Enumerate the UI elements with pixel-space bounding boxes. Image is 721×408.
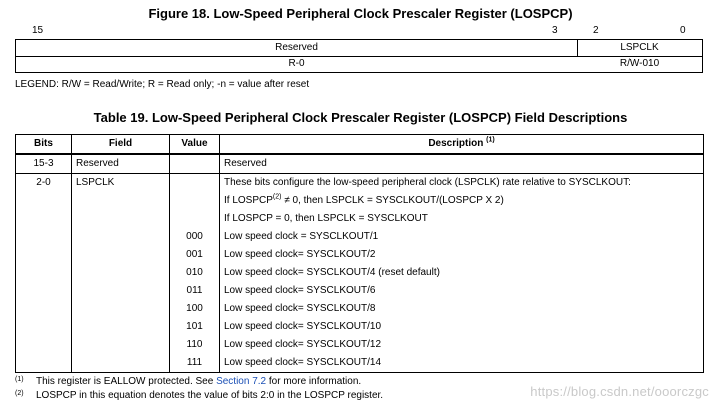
- cell-value: 011: [170, 282, 220, 300]
- cell-description: [220, 192, 704, 210]
- table-row: [16, 174, 704, 193]
- table-title: Table 19. Low-Speed Peripheral Clock Prescaler Register (LOSPCP) Field Descriptions: [93, 110, 628, 125]
- cell-value: [170, 210, 220, 228]
- cell-value: 111: [170, 354, 220, 373]
- bit-label-3: 3: [552, 25, 558, 36]
- header-field: Field: [72, 135, 170, 155]
- cell-field: [72, 336, 170, 354]
- cell-bits: [16, 228, 72, 246]
- register-field-lspclk: LSPCLK: [620, 42, 659, 53]
- cell-value: [170, 174, 220, 193]
- bit-label-0: 0: [680, 25, 686, 36]
- header-bits: Bits: [16, 135, 72, 155]
- cell-value: 110: [170, 336, 220, 354]
- cell-description: If LOSPCP = 0, then LSPCLK = SYSCLKOUT: [220, 210, 704, 228]
- footnote-1-mark: (1): [15, 376, 24, 383]
- cell-description: Low speed clock= SYSCLKOUT/10: [220, 318, 704, 336]
- header-footnote-ref: (1): [486, 136, 495, 144]
- register-access-reserved: R-0: [288, 58, 305, 69]
- table-row: [16, 282, 704, 300]
- figure-title: Figure 18. Low-Speed Peripheral Clock Prescaler Register (LOSPCP): [148, 6, 573, 21]
- cell-description: Low speed clock= SYSCLKOUT/2: [220, 246, 704, 264]
- table-row: [16, 210, 704, 228]
- cell-field: [72, 192, 170, 210]
- cell-bits: [16, 300, 72, 318]
- footnote-2-text: LOSPCP in this equation denotes the value of bits 2:0 in the LOSPCP register.: [36, 390, 384, 401]
- register-diagram: [15, 39, 703, 73]
- bit-label-15: 15: [32, 25, 44, 36]
- table-row: [16, 246, 704, 264]
- cell-description: Low speed clock= SYSCLKOUT/8: [220, 300, 704, 318]
- cell-bits: [16, 246, 72, 264]
- cell-description: Reserved: [220, 154, 704, 174]
- cell-field: [72, 318, 170, 336]
- footnote-2: [15, 388, 383, 402]
- cell-value: 100: [170, 300, 220, 318]
- header-value: Value: [170, 135, 220, 155]
- cell-value: [170, 192, 220, 210]
- register-legend: LEGEND: R/W = Read/Write; R = Read only; -n = value after reset: [15, 79, 310, 90]
- cell-bits: [16, 264, 72, 282]
- cell-description: Low speed clock= SYSCLKOUT/6: [220, 282, 704, 300]
- cell-bits: [16, 318, 72, 336]
- cell-value: 101: [170, 318, 220, 336]
- cell-field: [72, 354, 170, 373]
- table-row: [16, 264, 704, 282]
- cell-bits: [16, 282, 72, 300]
- cell-field: [72, 300, 170, 318]
- cell-value: [170, 154, 220, 174]
- cell-field: [72, 210, 170, 228]
- section-link[interactable]: Section 7.2: [216, 376, 267, 387]
- cell-bits: [16, 192, 72, 210]
- cell-field: [72, 246, 170, 264]
- field-descriptions-table: [15, 134, 704, 373]
- register-row-divider: [16, 56, 702, 57]
- formula-text-a: If LOSPCP: [224, 195, 273, 206]
- footnote-1-text-a: This register is EALLOW protected. See: [36, 376, 217, 387]
- watermark: https://blog.csdn.net/ooorczgc: [530, 384, 709, 399]
- cell-field: Reserved: [72, 154, 170, 174]
- cell-description: These bits configure the low-speed peripheral clock (LSPCLK) rate relative to SYSCLKOUT:: [220, 174, 704, 193]
- table-row: [16, 336, 704, 354]
- cell-description: Low speed clock= SYSCLKOUT/12: [220, 336, 704, 354]
- table-row: [16, 300, 704, 318]
- header-description-label: Description: [428, 138, 484, 149]
- table-row: [16, 228, 704, 246]
- table-row: [16, 192, 704, 210]
- cell-value: 001: [170, 246, 220, 264]
- table-header-row: [16, 135, 704, 155]
- cell-description: Low speed clock = SYSCLKOUT/1: [220, 228, 704, 246]
- cell-bits: 15-3: [16, 154, 72, 174]
- cell-description: Low speed clock= SYSCLKOUT/14: [220, 354, 704, 373]
- table-row: [16, 354, 704, 373]
- register-field-reserved: Reserved: [275, 42, 318, 53]
- table-row: [16, 154, 704, 174]
- bit-label-2: 2: [593, 25, 599, 36]
- footnote-2-mark: (2): [15, 390, 24, 397]
- cell-field: [72, 228, 170, 246]
- table-row: [16, 318, 704, 336]
- cell-description: Low speed clock= SYSCLKOUT/4 (reset default): [220, 264, 704, 282]
- cell-field: LSPCLK: [72, 174, 170, 193]
- cell-value: 000: [170, 228, 220, 246]
- formula-text-b: ≠ 0, then LSPCLK = SYSCLKOUT/(LOSPCP X 2): [281, 195, 504, 206]
- footnote-1: [15, 374, 361, 388]
- cell-bits: [16, 336, 72, 354]
- register-access-lspclk: R/W-010: [619, 58, 660, 69]
- cell-bits: 2-0: [16, 174, 72, 193]
- header-description: [220, 135, 704, 155]
- cell-field: [72, 264, 170, 282]
- cell-field: [72, 282, 170, 300]
- cell-bits: [16, 210, 72, 228]
- footnote-1-text-b: for more information.: [266, 376, 362, 387]
- cell-bits: [16, 354, 72, 373]
- formula-footnote-ref: (2): [272, 193, 282, 201]
- cell-value: 010: [170, 264, 220, 282]
